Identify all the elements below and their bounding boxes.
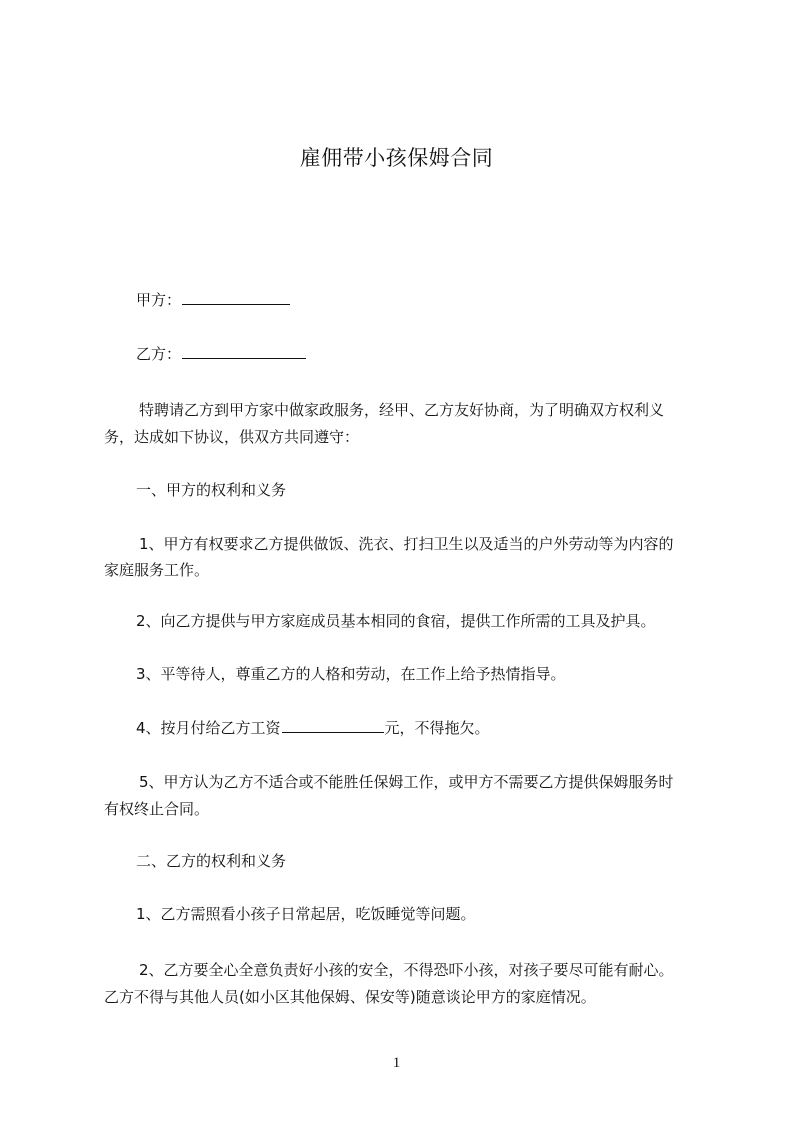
s2-item-2-line-1: 2、乙方要全心全意负责好小孩的安全，不得恐吓小孩，对孩子要尽可能有耐心。 — [139, 961, 674, 979]
party-b-line — [136, 339, 736, 369]
document-title: 雇佣带小孩保姆合同 — [299, 146, 494, 170]
s1-item-2: 2、向乙方提供与甲方家庭成员基本相同的食宿，提供工作所需的工具及护具。 — [136, 612, 656, 630]
s1-item-5-line-2: 有权终止合同。 — [104, 800, 210, 818]
party-a-line — [136, 285, 736, 315]
s1-item-4-prefix: 4、按月付给乙方工资 — [136, 719, 281, 737]
party-b-blank — [182, 344, 306, 359]
s1-item-3: 3、平等待人，尊重乙方的人格和劳动，在工作上给予热情指导。 — [136, 665, 566, 683]
s2-item-1: 1、乙方需照看小孩子日常起居，吃饭睡觉等问题。 — [136, 905, 476, 923]
section-2-heading: 二、乙方的权利和义务 — [136, 852, 287, 870]
section-1-heading: 一、甲方的权利和义务 — [136, 481, 287, 499]
s1-item-1-line-1: 1、甲方有权要求乙方提供做饭、洗衣、打扫卫生以及适当的户外劳动等为内容的 — [139, 535, 674, 553]
party-b-label: 乙方： — [136, 345, 182, 363]
s1-item-1-line-2: 家庭服务工作。 — [104, 561, 210, 579]
salary-blank — [282, 718, 384, 733]
s1-item-4-suffix: 元，不得拖欠。 — [384, 719, 490, 737]
party-a-blank — [182, 290, 290, 305]
intro-line-1: 特聘请乙方到甲方家中做家政服务，经甲、乙方友好协商，为了明确双方权利义 — [139, 401, 665, 419]
intro-line-2: 务，达成如下协议，供双方共同遵守： — [104, 428, 360, 446]
page-number: 1 — [392, 1055, 401, 1071]
s1-item-5-line-1: 5、甲方认为乙方不适合或不能胜任保姆工作，或甲方不需要乙方提供保姆服务时 — [139, 773, 674, 791]
party-a-label: 甲方： — [136, 291, 182, 309]
s1-item-4 — [136, 713, 736, 743]
s2-item-2-line-2: 乙方不得与其他人员(如小区其他保姆、保安等)随意谈论甲方的家庭情况。 — [104, 988, 596, 1006]
